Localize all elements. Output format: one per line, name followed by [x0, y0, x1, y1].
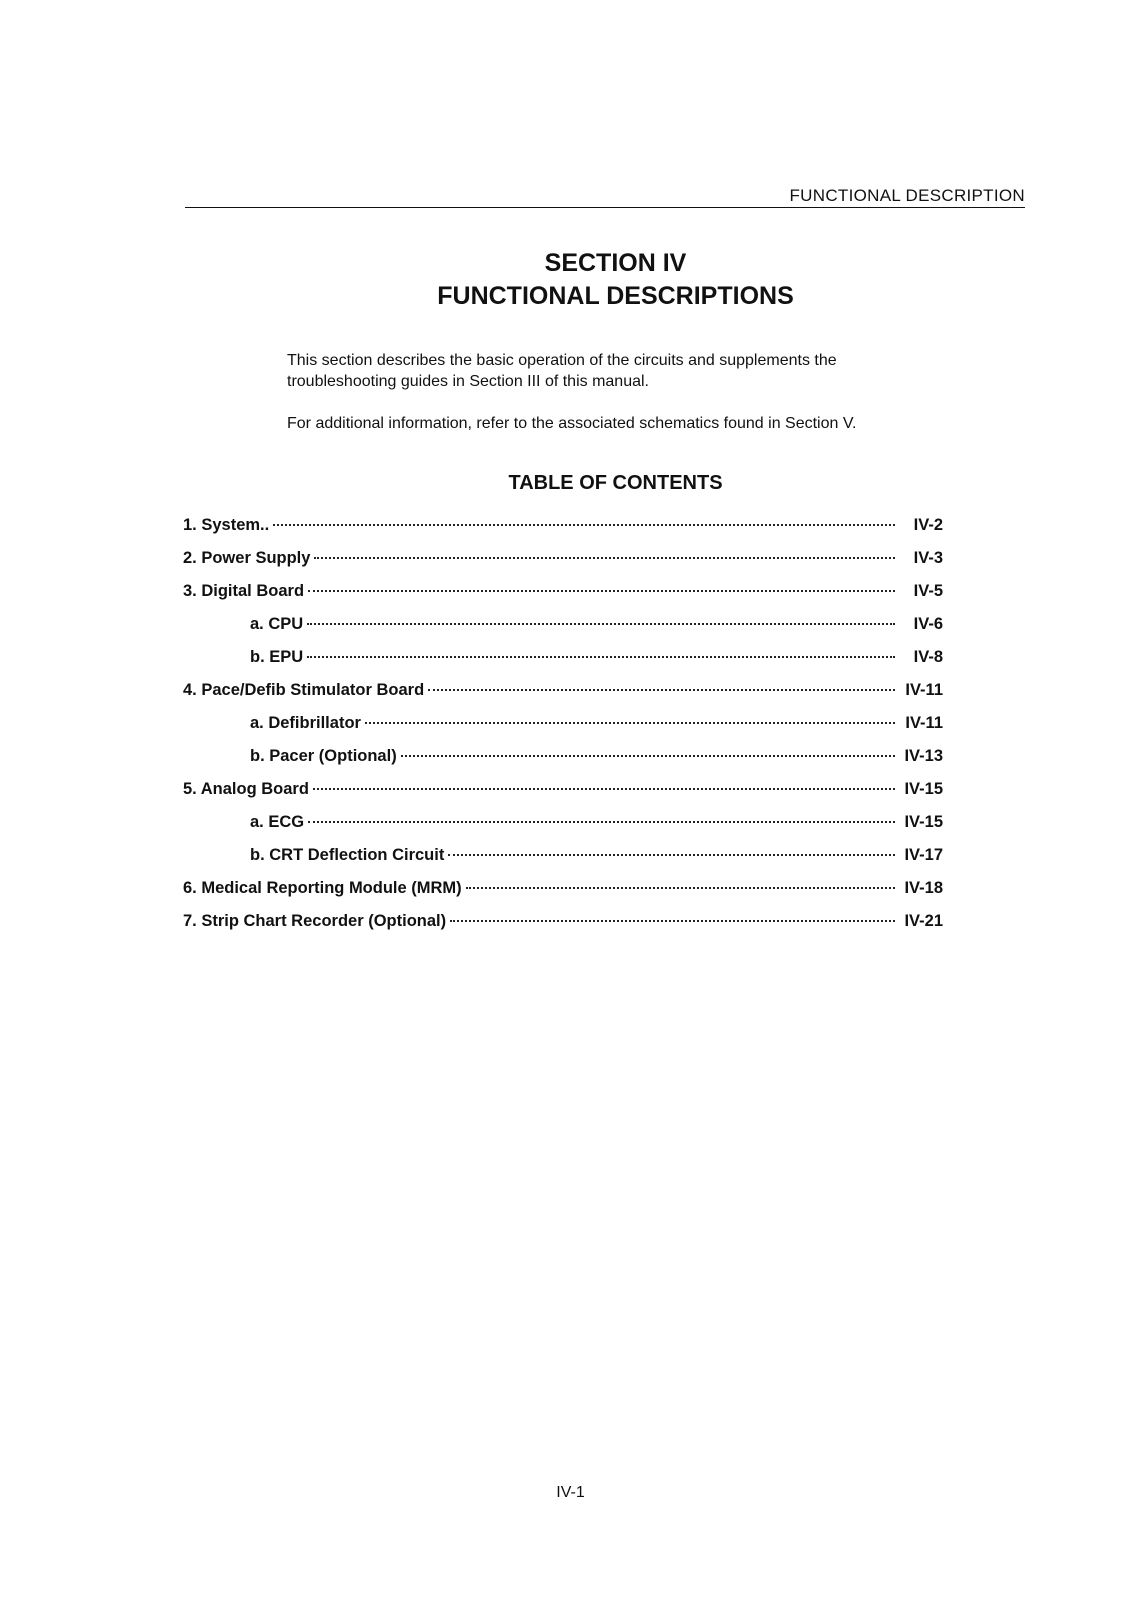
intro-paragraph: This section describes the basic operation of the circuits and supplements the troubleshooting guides in Section III of this manual. — [287, 352, 837, 390]
running-header — [185, 186, 1025, 208]
dot-leader — [401, 755, 895, 757]
toc-entry-crt-deflection[interactable] — [183, 844, 943, 877]
toc-entry-page: IV-6 — [913, 615, 943, 633]
toc-entry-title: 2. Power Supply — [183, 549, 311, 567]
dot-leader — [308, 590, 895, 592]
toc-entry-system[interactable] — [183, 514, 943, 547]
toc-heading: TABLE OF CONTENTS — [508, 472, 723, 494]
dot-leader — [313, 788, 895, 790]
table-of-contents — [183, 514, 943, 943]
dot-leader — [307, 656, 895, 658]
toc-entry-page: IV-3 — [913, 549, 943, 567]
toc-entry-page: IV-21 — [904, 912, 943, 930]
toc-entry-page: IV-5 — [913, 582, 943, 600]
toc-entry-defibrillator[interactable] — [183, 712, 943, 745]
dot-leader — [428, 689, 895, 691]
toc-entry-strip-chart-recorder[interactable] — [183, 910, 943, 943]
toc-entry-page: IV-17 — [904, 846, 943, 864]
toc-entry-page: IV-11 — [905, 714, 943, 732]
toc-entry-page: IV-18 — [904, 879, 943, 897]
toc-entry-epu[interactable] — [183, 646, 943, 679]
dot-leader — [307, 623, 895, 625]
toc-entry-pace-defib-board[interactable] — [183, 679, 943, 712]
toc-entry-power-supply[interactable] — [183, 547, 943, 580]
dot-leader — [314, 557, 895, 559]
page-number: IV-1 — [556, 1484, 585, 1501]
section-subtitle: FUNCTIONAL DESCRIPTIONS — [437, 282, 794, 310]
toc-entry-page: IV-15 — [904, 813, 943, 831]
reference-paragraph: For additional information, refer to the associated schematics found in Section V. — [287, 415, 857, 432]
running-header-title: FUNCTIONAL DESCRIPTION — [789, 186, 1025, 205]
toc-entry-page: IV-11 — [905, 681, 943, 699]
dot-leader — [450, 920, 895, 922]
toc-entry-title: b. Pacer (Optional) — [250, 747, 397, 765]
toc-entry-page: IV-15 — [904, 780, 943, 798]
toc-entry-page: IV-13 — [904, 747, 943, 765]
toc-entry-analog-board[interactable] — [183, 778, 943, 811]
toc-entry-title: 3. Digital Board — [183, 582, 305, 600]
toc-entry-title: b. CRT Deflection Circuit — [250, 846, 445, 864]
toc-entry-title: 6. Medical Reporting Module (MRM) — [183, 879, 462, 897]
toc-entry-title: 5. Analog Board — [183, 780, 309, 798]
toc-entry-page: IV-2 — [913, 516, 943, 534]
toc-entry-title: 4. Pace/Defib Stimulator Board — [183, 681, 425, 699]
dot-leader — [466, 887, 895, 889]
dot-leader — [273, 524, 895, 526]
dot-leader — [365, 722, 895, 724]
toc-entry-digital-board[interactable] — [183, 580, 943, 613]
toc-entry-title: b. EPU — [250, 648, 304, 666]
header-rule — [185, 207, 1025, 208]
dot-leader — [308, 821, 895, 823]
dot-leader — [448, 854, 895, 856]
toc-entry-pacer[interactable] — [183, 745, 943, 778]
toc-entry-title: a. CPU — [250, 615, 304, 633]
section-title: SECTION IV — [544, 249, 687, 277]
toc-entry-ecg[interactable] — [183, 811, 943, 844]
toc-entry-title: 1. System.. — [183, 516, 270, 534]
toc-entry-cpu[interactable] — [183, 613, 943, 646]
toc-entry-page: IV-8 — [913, 648, 943, 666]
toc-entry-title: a. Defibrillator — [250, 714, 361, 732]
toc-entry-title: a. ECG — [250, 813, 305, 831]
toc-entry-title: 7. Strip Chart Recorder (Optional) — [183, 912, 447, 930]
toc-entry-mrm[interactable] — [183, 877, 943, 910]
